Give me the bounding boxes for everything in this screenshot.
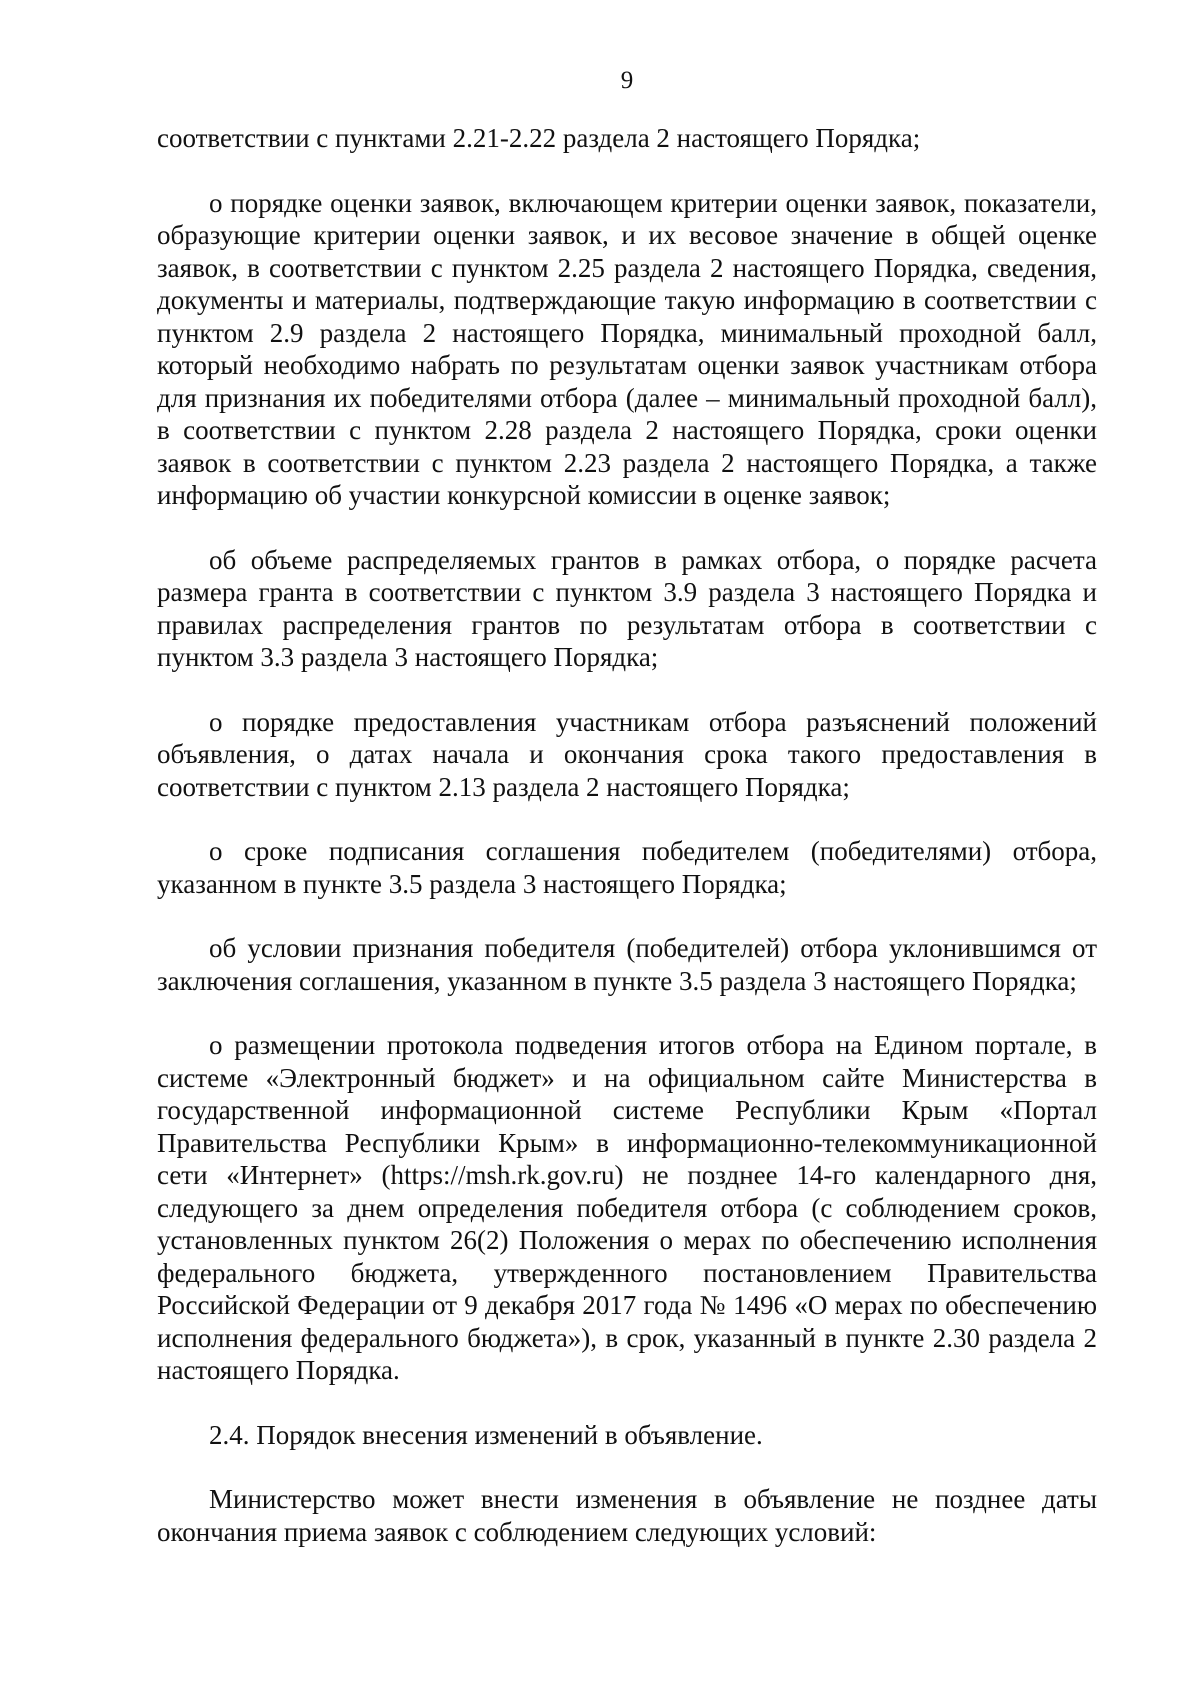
paragraph-clarifications: о порядке предоставления участникам отбора разъяснений положений объявления, о датах начала и окончания срока такого предоставления в соответствии с пунктом 2.13 раздела 2 настоящего Порядка; bbox=[157, 706, 1097, 802]
paragraph-evasion-condition: об условии признания победителя (победителей) отбора уклонившимся от заключения соглашения, указанном в пункте 3.5 раздела 3 настоящего Порядка; bbox=[157, 933, 1097, 996]
paragraph-continuation: соответствии с пунктами 2.21-2.22 раздела 2 настоящего Порядка; bbox=[157, 123, 921, 153]
paragraph-grant-volume: об объеме распределяемых грантов в рамках отбора, о порядке расчета размера гранта в соответствии с пунктом 3.9 раздела 3 настоящего Порядка и правилах распределения грантов по результатам отбора в соответствии с пунктом 3.3 раздела 3 настоящего Порядка; bbox=[157, 544, 1097, 672]
paragraph-evaluation-procedure: о порядке оценки заявок, включающем критерии оценки заявок, показатели, образующие критерии оценки заявок, и их весовое значение в общей оценке заявок, в соответствии с пунктом 2.25 раздела 2 настоящего Порядка, сведения, документы и материалы, подтверждающие такую информацию в соответствии с пунктом 2.9 раздела 2 настоящего Порядка, минимальный проходной балл, который необходимо набрать по результатам оценки заявок участникам отбора для признания их победителями отбора (далее – минимальный проходной балл), в соответствии с пунктом 2.28 раздела 2 настоящего Порядка, сроки оценки заявок в соответствии с пунктом 2.23 раздела 2 настоящего Порядка, а также информацию об участии конкурсной комиссии в оценке заявок; bbox=[157, 187, 1097, 510]
paragraph-protocol-publication: о размещении протокола подведения итогов отбора на Едином портале, в системе «Электронный бюджет» и на официальном сайте Министерства в государственной информационной системе Республики Крым «Портал Правительства Республики Крым» в информационно-телекоммуникационной сети «Интернет» (https://msh.rk.gov.ru) не позднее 14-го календарного дня, следующего за днем определения победителя отбора (с соблюдением сроков, установленных пунктом 26(2) Положения о мерах по обеспечению исполнения федерального бюджета, утвержденного постановлением Правительства Российской Федерации от 9 декабря 2017 года № 1496 «О мерах по обеспечению исполнения федерального бюджета»), в срок, указанный в пункте 2.30 раздела 2 настоящего Порядка. bbox=[157, 1030, 1097, 1385]
document-body bbox=[157, 122, 1097, 1580]
paragraph-agreement-deadline: о сроке подписания соглашения победителем (победителями) отбора, указанном в пункте 3.5 раздела 3 настоящего Порядка; bbox=[157, 836, 1097, 899]
page-number: 9 bbox=[620, 67, 634, 94]
section-heading-2-4: 2.4. Порядок внесения изменений в объявление. bbox=[209, 1419, 763, 1450]
paragraph-amendments: Министерство может внести изменения в объявление не позднее даты окончания приема заявок с соблюдением следующих условий: bbox=[157, 1484, 1097, 1547]
